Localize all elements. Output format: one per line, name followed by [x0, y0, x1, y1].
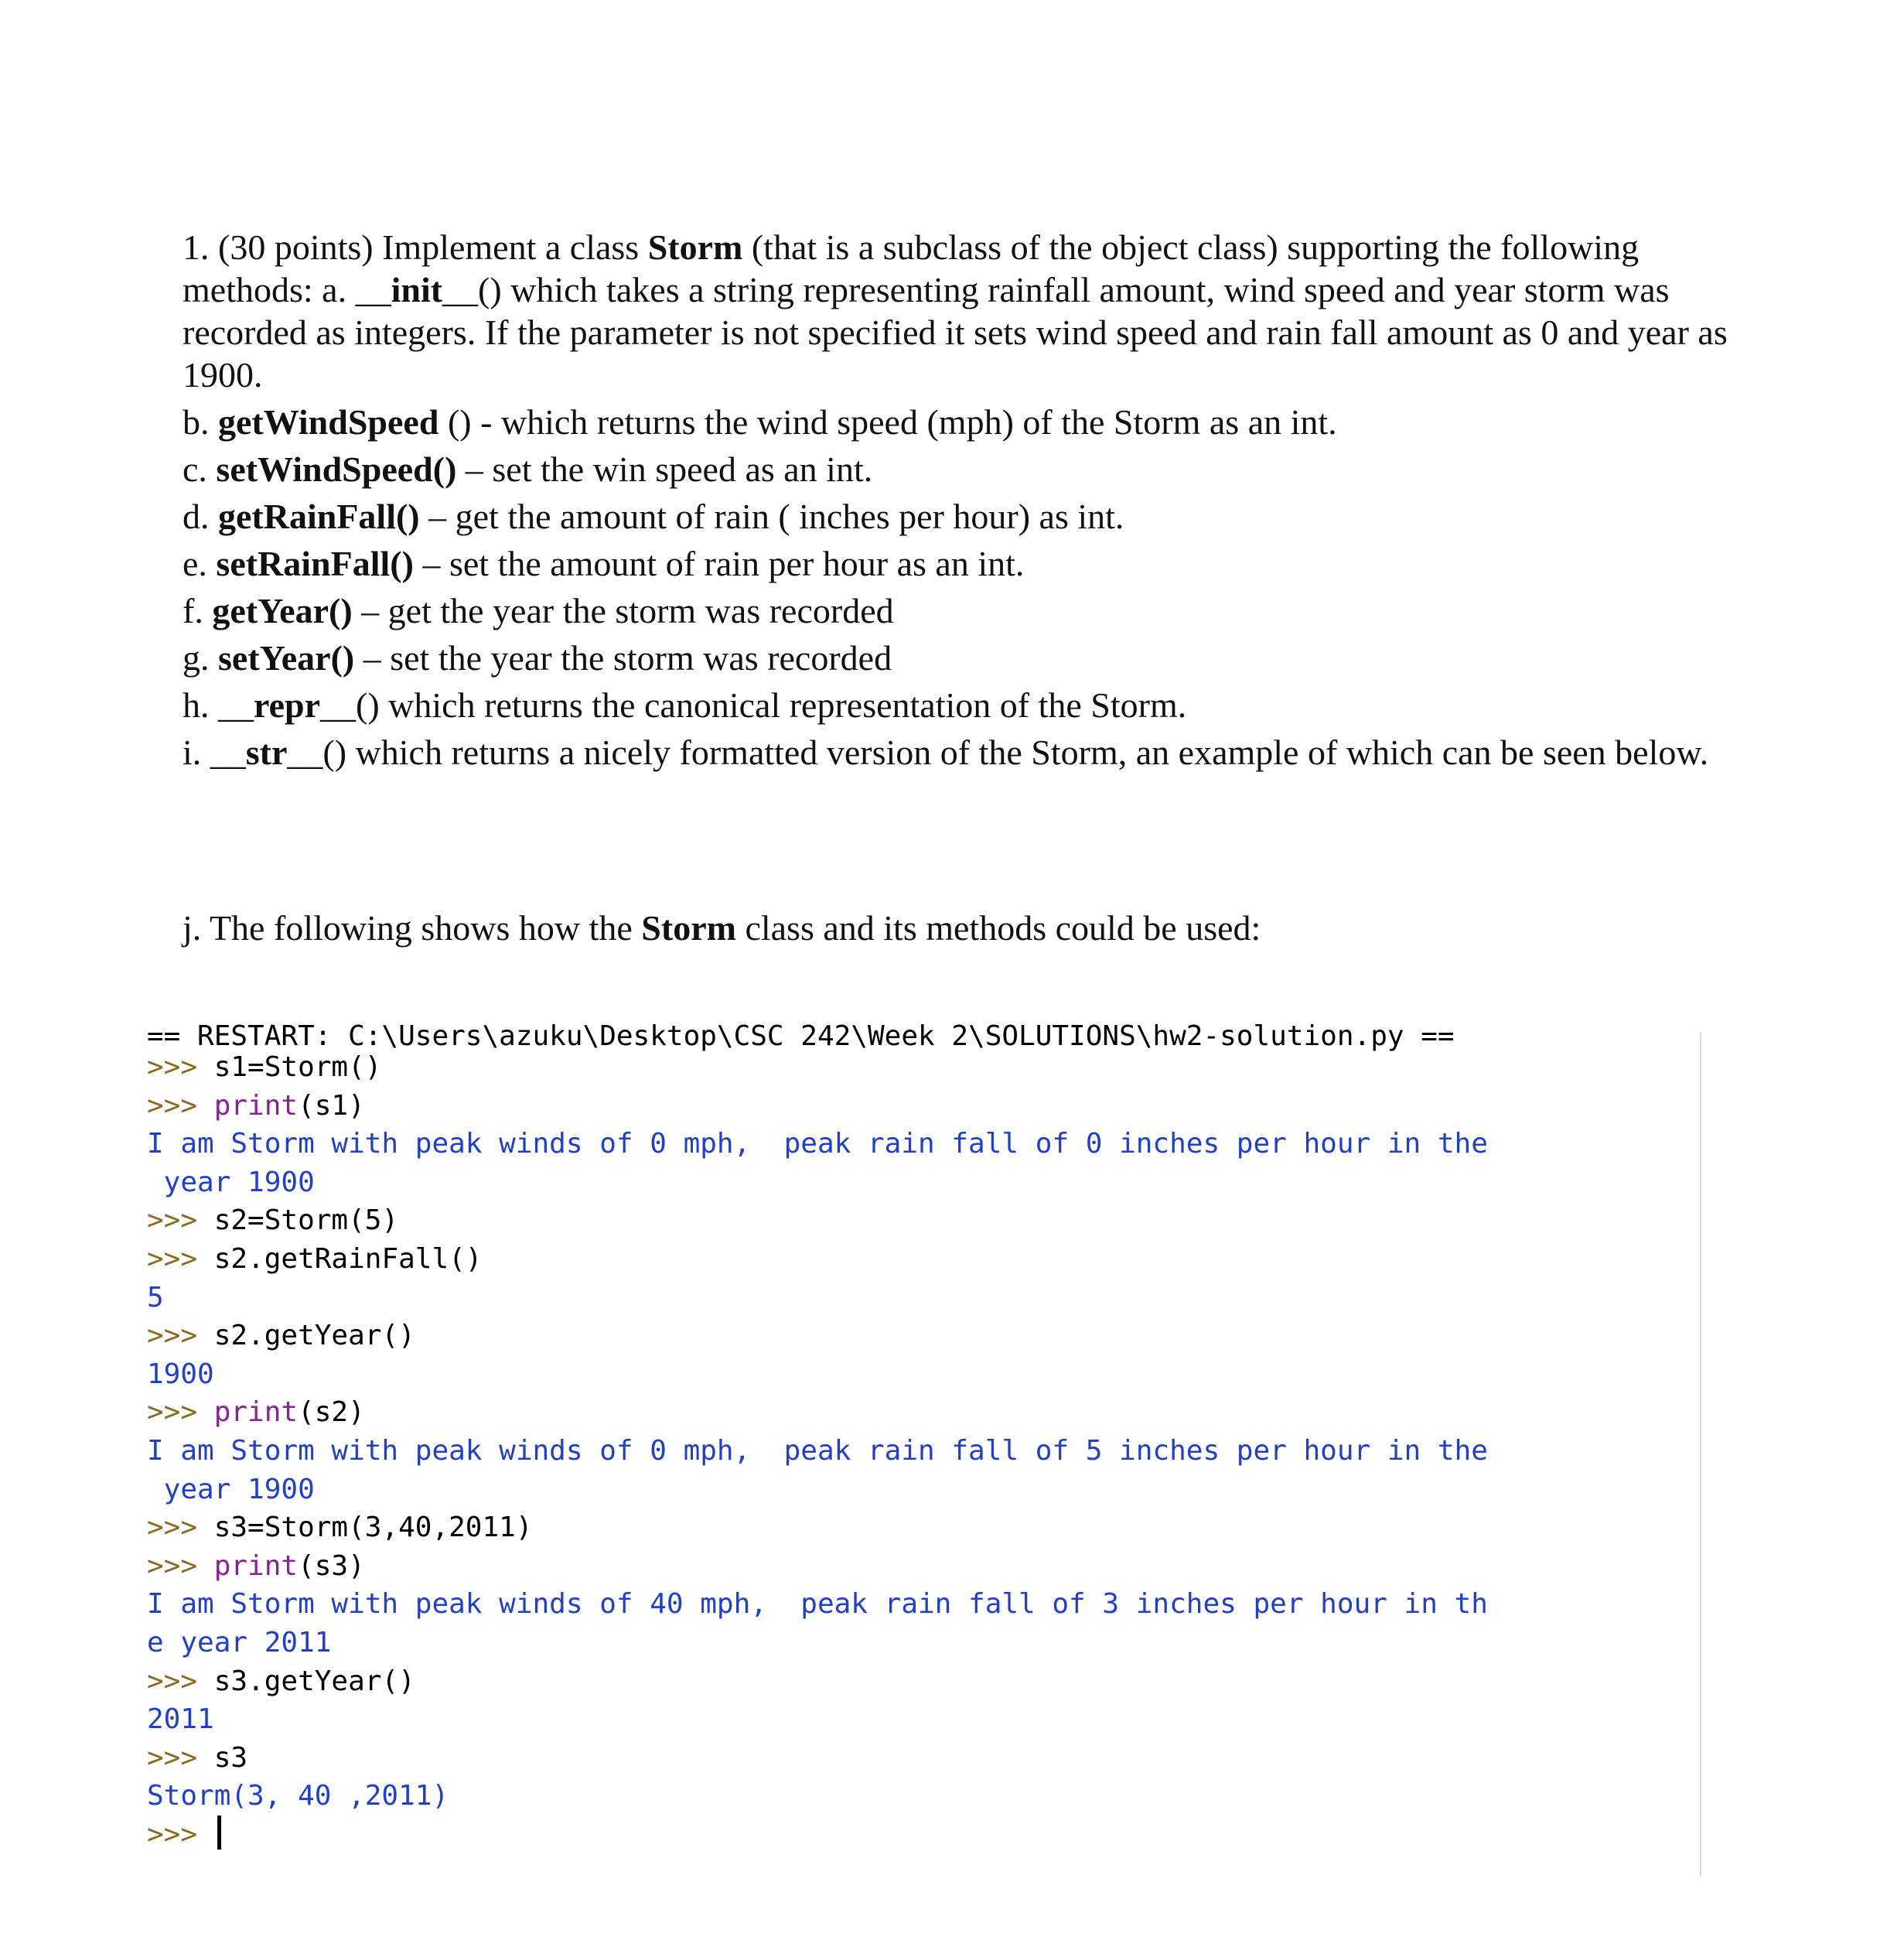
- shell-input-line: [147, 1547, 1700, 1586]
- class-name: Storm: [647, 227, 743, 267]
- shell-prompt: >>>: [147, 1051, 214, 1083]
- item-prefix: d.: [183, 497, 218, 536]
- shell-code: s3.getYear(): [213, 1665, 415, 1697]
- shell-input-line: [147, 1087, 1700, 1126]
- problem-intro: [183, 226, 1745, 396]
- shell-code: s2.getYear(): [213, 1320, 415, 1352]
- shell-output-line: year 1900: [147, 1166, 315, 1198]
- shell-output-line: 2011: [147, 1703, 214, 1736]
- shell-input-line: [147, 1240, 1700, 1279]
- shell-input-line: [147, 1393, 1700, 1432]
- shell-active-prompt: [147, 1816, 1700, 1854]
- shell-prompt: >>>: [147, 1089, 214, 1122]
- shell-input-line: [147, 1508, 1700, 1547]
- item-description: – get the year the storm was recorded: [352, 591, 894, 630]
- shell-prompt: >>>: [147, 1320, 214, 1352]
- method-item: [183, 684, 1745, 726]
- intro-text: __() which takes a string representing rainfall amount, wind speed and year storm was recorded as integers. If the parameter is not specified it sets wind speed and rain fall amount as 0 and year as 1900.: [183, 270, 1728, 395]
- method-name: getWindSpeed: [218, 402, 439, 442]
- item-prefix: g.: [183, 638, 218, 678]
- builtin-keyword: print: [213, 1549, 299, 1582]
- method-item: [183, 731, 1745, 774]
- shell-prompt: >>>: [147, 1512, 214, 1544]
- shell-code: s3=Storm(3,40,2011): [213, 1512, 533, 1544]
- method-name: getRainFall(): [218, 497, 420, 536]
- usage-text: class and its methods could be used:: [735, 908, 1261, 948]
- item-description: – set the year the storm was recorded: [354, 638, 892, 678]
- class-name: Storm: [641, 908, 736, 948]
- shell-input-line: [147, 1739, 1700, 1778]
- shell-output-line: e year 2011: [147, 1626, 332, 1659]
- shell-code: s2.getRainFall(): [213, 1242, 483, 1275]
- method-list: [183, 401, 1745, 774]
- item-description: – set the win speed as an int.: [456, 449, 873, 489]
- shell-output-line: 5: [147, 1281, 164, 1313]
- shell-prompt: >>>: [147, 1549, 214, 1582]
- item-prefix: h. __: [183, 685, 254, 725]
- shell-prompt: >>>: [147, 1741, 214, 1774]
- shell-prompt: >>>: [147, 1396, 214, 1429]
- builtin-keyword: print: [213, 1396, 299, 1429]
- shell-output-line: year 1900: [147, 1473, 315, 1505]
- restart-line: == RESTART: C:\Users\azuku\Desktop\CSC 242\Week 2\SOLUTIONS\hw2-solution.py ==: [147, 1020, 1455, 1052]
- item-prefix: i. __: [183, 733, 246, 772]
- method-name: setRainFall(): [216, 544, 414, 583]
- method-name: getYear(): [212, 591, 353, 630]
- item-prefix: c.: [183, 449, 217, 489]
- shell-input-line: [147, 1662, 1700, 1701]
- shell-input-line: [147, 1317, 1700, 1355]
- shell-code: (s2): [298, 1396, 365, 1429]
- item-prefix: b.: [183, 402, 218, 442]
- method-name: init: [391, 270, 443, 309]
- method-name: setYear(): [218, 638, 355, 678]
- item-description: – set the amount of rain per hour as an int.: [413, 544, 1025, 583]
- shell-prompt: >>>: [147, 1242, 214, 1275]
- builtin-keyword: print: [213, 1089, 299, 1122]
- item-description: () - which returns the wind speed (mph) of the Storm as an int.: [438, 402, 1337, 442]
- method-item: [183, 495, 1745, 538]
- python-shell-screenshot: [147, 1020, 1701, 1876]
- usage-intro: [183, 907, 1261, 949]
- item-description: – get the amount of rain ( inches per hour) as int.: [419, 497, 1124, 536]
- shell-output-line: Storm(3, 40 ,2011): [147, 1780, 449, 1812]
- shell-prompt: >>>: [147, 1204, 214, 1237]
- shell-lines: [147, 1048, 1700, 1853]
- item-description: __() which returns a nicely formatted version of the Storm, an example of which can be seen below.: [287, 733, 1709, 772]
- shell-output-line: I am Storm with peak winds of 0 mph, peak rain fall of 5 inches per hour in the: [147, 1434, 1488, 1467]
- item-description: __() which returns the canonical representation of the Storm.: [320, 685, 1187, 725]
- shell-code: (s1): [298, 1089, 365, 1122]
- shell-output-line: 1900: [147, 1358, 214, 1390]
- problem-text: [183, 226, 1745, 774]
- method-item: [183, 637, 1745, 679]
- shell-code: (s3): [298, 1549, 365, 1582]
- method-item: [183, 589, 1745, 632]
- shell-code: s2=Storm(5): [213, 1204, 399, 1237]
- shell-output-line: I am Storm with peak winds of 0 mph, peak rain fall of 0 inches per hour in the: [147, 1128, 1488, 1160]
- shell-input-line: [147, 1201, 1700, 1240]
- intro-text: 1. (30 points) Implement a class: [183, 227, 648, 267]
- shell-code: s3: [213, 1741, 248, 1774]
- shell-prompt: >>>: [147, 1665, 214, 1697]
- text-cursor: [217, 1816, 221, 1850]
- shell-input-line: [147, 1048, 1700, 1087]
- shell-output-line: I am Storm with peak winds of 40 mph, peak rain fall of 3 inches per hour in th: [147, 1588, 1488, 1621]
- method-item: [183, 542, 1745, 585]
- method-name: repr: [254, 685, 321, 725]
- shell-prompt: >>>: [147, 1818, 214, 1850]
- intro-text: (that is a subclass of the object class) supporting the following methods: a. __: [183, 227, 1640, 309]
- method-name: str: [245, 733, 288, 772]
- method-name: setWindSpeed(): [216, 449, 457, 489]
- method-item: [183, 401, 1745, 443]
- item-prefix: f.: [183, 591, 213, 630]
- usage-text: j. The following shows how the: [183, 908, 642, 948]
- shell-code: s1=Storm(): [213, 1051, 382, 1083]
- method-item: [183, 448, 1745, 490]
- item-prefix: e.: [183, 544, 217, 583]
